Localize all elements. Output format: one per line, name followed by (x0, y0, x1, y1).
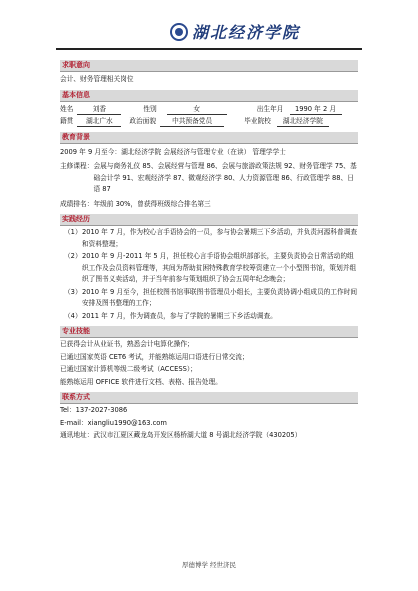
school-value: 湖北经济学院 (277, 116, 329, 127)
gender-value: 女 (167, 104, 227, 115)
section-education-title: 教育背景 (60, 132, 358, 144)
skill-line: 能熟练运用 OFFICE 软件进行文档、表格、报告处理。 (60, 377, 222, 386)
skill-line: 已获得会计从业证书，熟悉会计电算化操作； (60, 340, 194, 348)
courses-block (60, 161, 358, 196)
skill-line: 已通过国家英语 CET6 考试，并能熟练运用口语进行日常交流； (60, 352, 249, 361)
experience-item (60, 251, 358, 286)
footer-motto: 厚德博学 经世济民 (181, 561, 237, 569)
experience-text: 2010 年 9 月至今，担任校图书馆事联图书管理员小组长，主要负责协调小组成员的工作时间安排及图书整理的工作； (82, 287, 358, 307)
rank-label: 成绩排名： (60, 199, 94, 208)
experience-text: 2011 年 7 月，作为调查员，参与了学院的暑期三下乡活动调查。 (82, 311, 277, 320)
experience-number: （3） (64, 287, 82, 296)
experience-item (60, 287, 358, 310)
objective-text: 会计、财务管理相关岗位 (60, 75, 134, 83)
section-experience-title: 实践经历 (60, 214, 358, 226)
experience-text: 2010 年 7 月，作为校心言手语协会的一员，参与协会暑期三下乡活动，并负责河源科普调查和资料整理； (82, 228, 358, 248)
school-seal-icon (170, 23, 188, 41)
courses-text: 会展与商务礼仪 85、会展经营与管理 86、会展与旅游政策法规 92、财务管理学 75、基础会计学 91、宏观经济学 87、微观经济学 80、人力资源管理 86、行政管理学 88、日语 87 (93, 162, 357, 193)
school-label: 毕业院校 (244, 116, 271, 125)
rank-text: 年级前 30%，曾获得班级综合排名第三 (93, 199, 211, 208)
birth-label: 出生年月 (256, 104, 284, 113)
political-value: 中共预备党员 (160, 116, 224, 127)
contact-tel: Tel：137-2027-3086 (60, 406, 128, 414)
origin-label: 籍贯 (60, 116, 74, 125)
rank-row (60, 199, 358, 211)
experience-text: 2010 年 9 月-2011 年 5 月，担任校心言手语协会组织部部长，主要负责协会日常活动的组织工作及会员资料管理等，其间为帮助贫困特殊教育学校筹资建立一个小型图书馆，策划并组织了图书义卖活动，并于当年前参与策划组织了协会五周年纪念晚会； (82, 252, 357, 283)
education-line: 2009 年 9 月至今：湖北经济学院 会展经济与管理专业（在读） 管理学学士 (60, 147, 286, 156)
section-basic-title: 基本信息 (60, 90, 358, 102)
courses-label: 主修课程： (60, 162, 94, 170)
school-name-logo: 湖北经济学院 (191, 23, 300, 42)
experience-number: （2） (64, 252, 82, 260)
contact-email: E-mail：xiangliu1990@163.com (60, 418, 167, 427)
basic-info-row-1 (60, 104, 358, 116)
experience-item (60, 311, 358, 323)
basic-info-row-2 (60, 116, 358, 128)
skill-line: 已通过国家计算机等级二级考试（ACCESS）； (60, 365, 197, 373)
section-contact-title: 联系方式 (60, 392, 358, 404)
header-divider (56, 48, 362, 50)
section-skills-title: 专业技能 (60, 326, 358, 338)
basic-info-grid (60, 104, 358, 128)
name-value: 刘香 (77, 104, 121, 115)
school-logo (170, 20, 300, 43)
contact-address: 通讯地址：武汉市江夏区藏龙岛开发区杨桥湖大道 8 号湖北经济学院（430205） (60, 431, 302, 439)
political-label: 政治面貌 (129, 116, 157, 125)
origin-value: 湖北广水 (77, 116, 121, 127)
resume-body (60, 56, 358, 442)
section-objective-title: 求职意向 (60, 60, 358, 72)
experience-number: （1） (64, 228, 82, 236)
gender-label: 性别 (143, 104, 157, 113)
experience-number: （4） (64, 311, 82, 320)
experience-item (60, 227, 358, 250)
birth-value: 1990 年 2 月 (290, 104, 342, 115)
name-label: 姓名 (60, 104, 74, 113)
